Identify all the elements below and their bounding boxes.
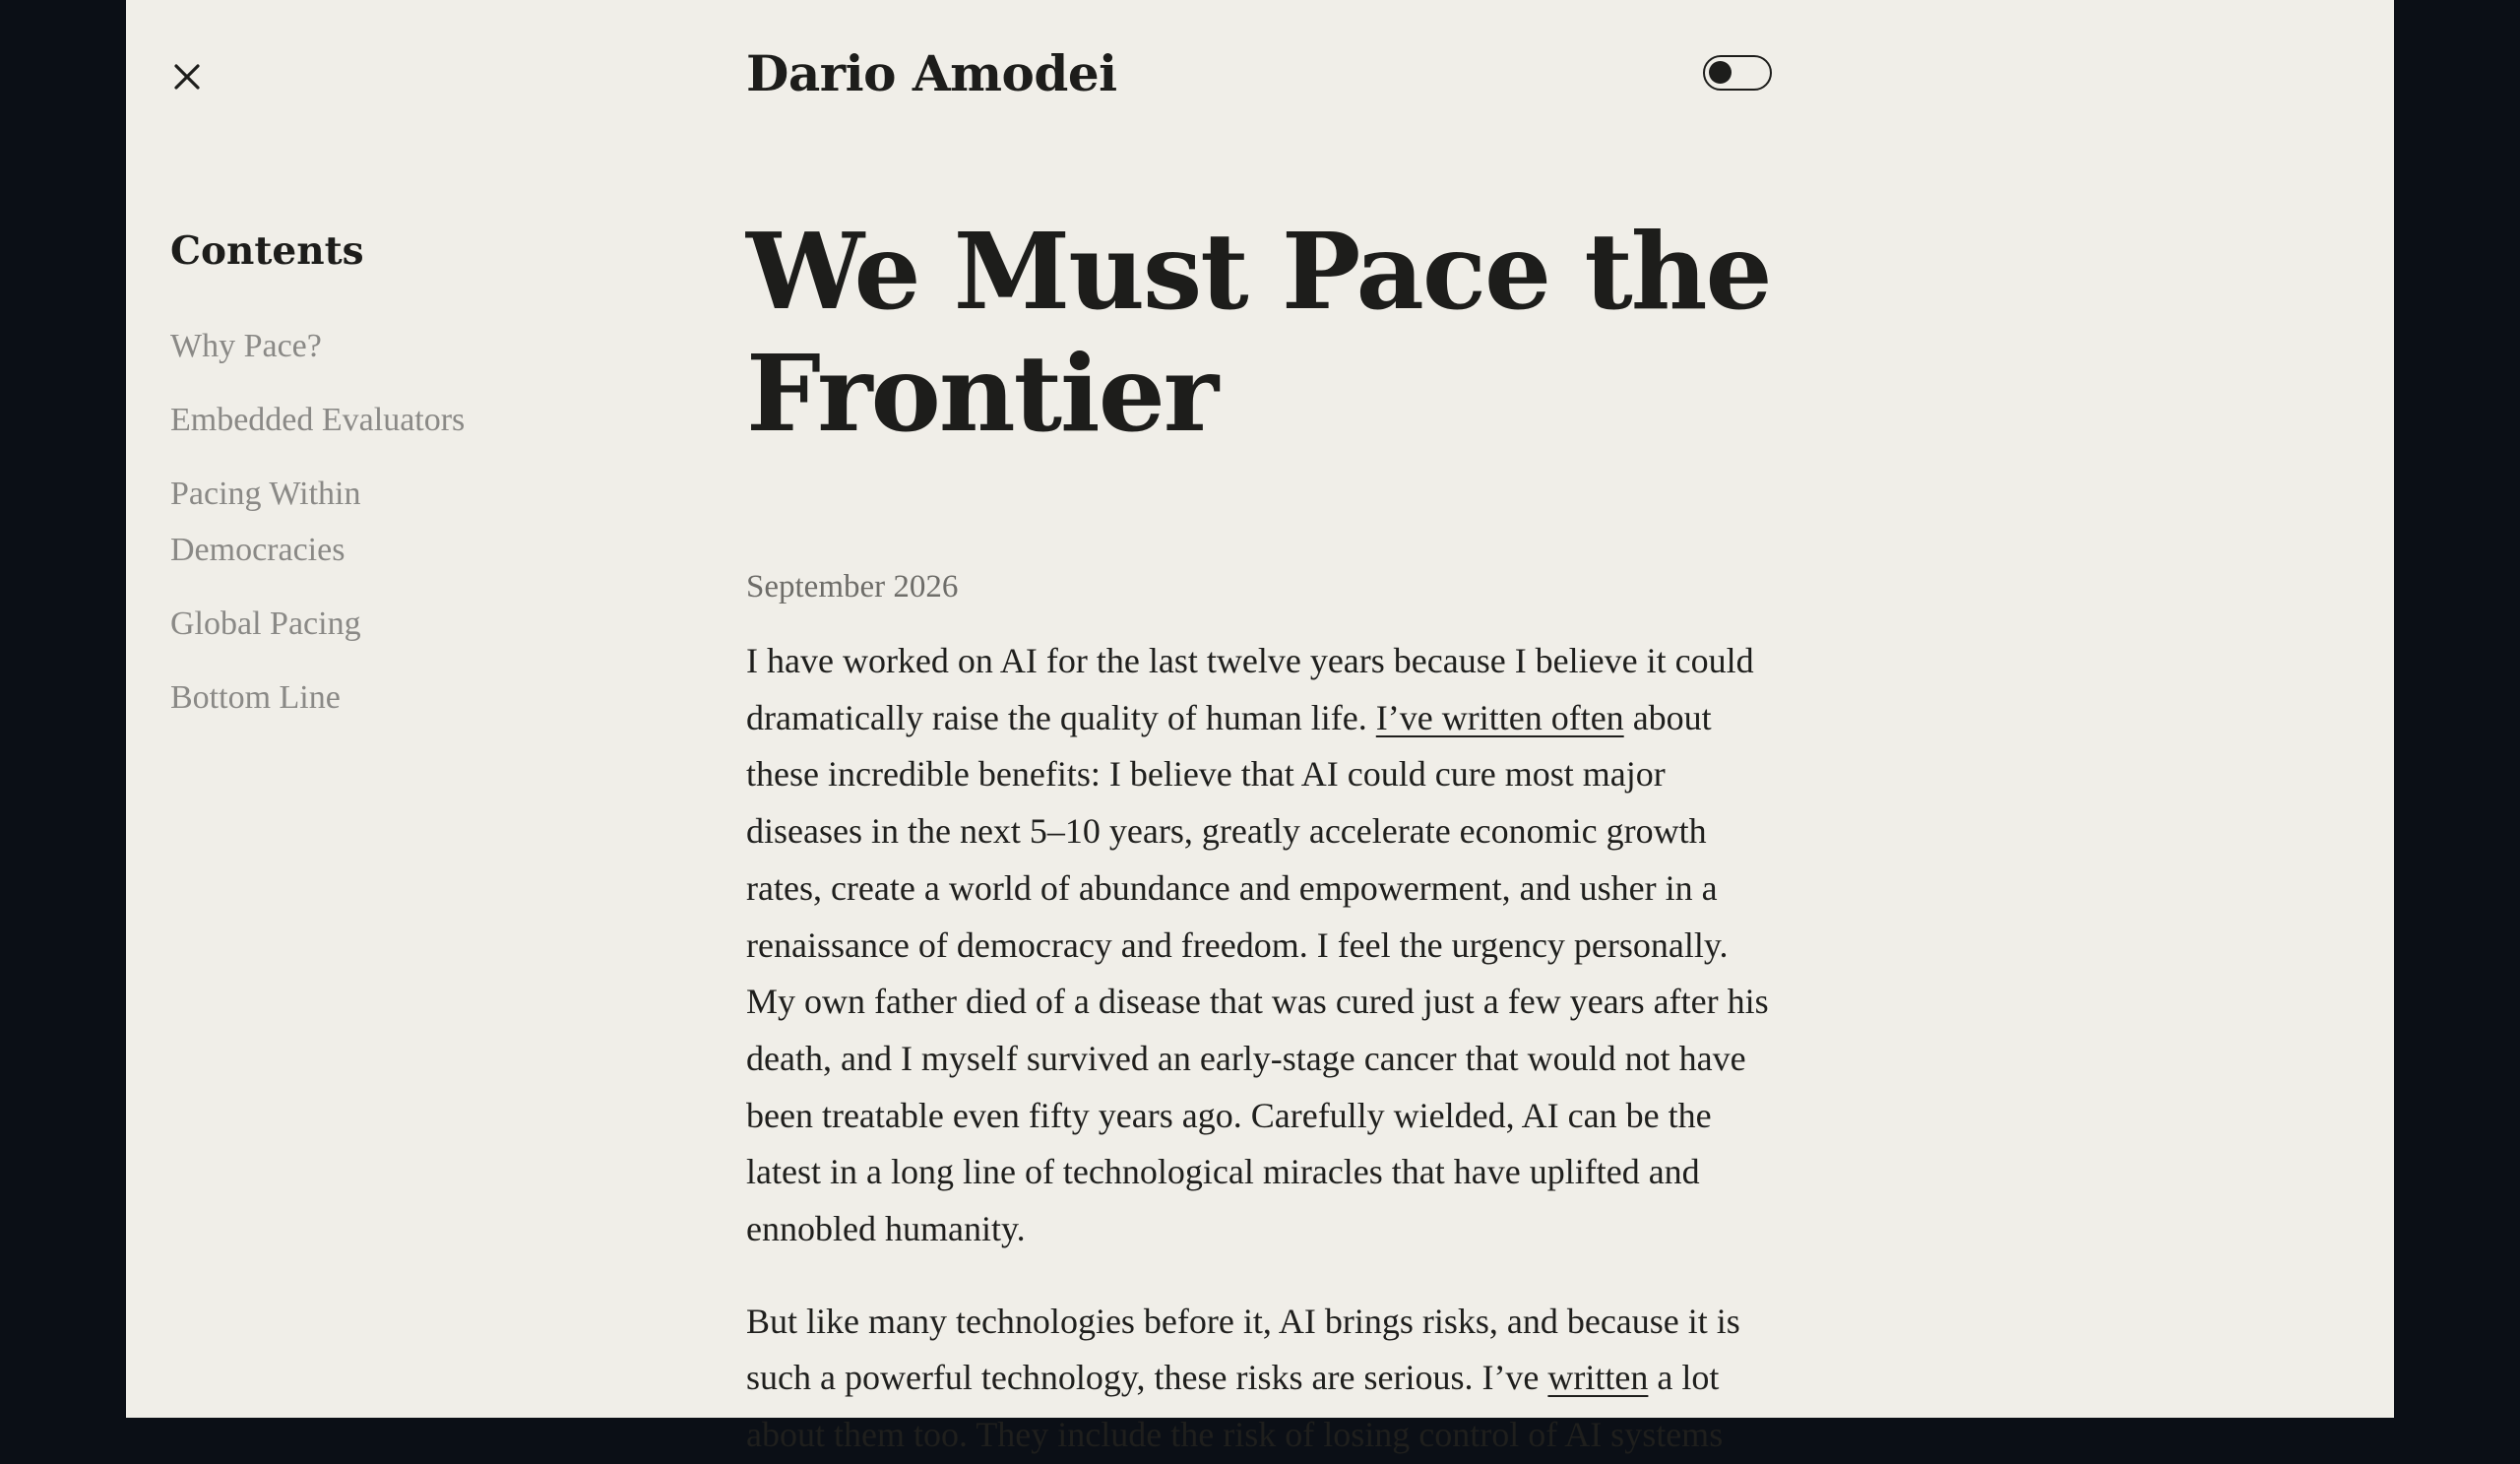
article-title: We Must Pace the Frontier (746, 211, 1771, 456)
article-body (746, 212, 1790, 1464)
paragraph-2 (746, 1294, 1775, 1464)
publish-date: September 2026 (746, 569, 959, 605)
toggle-switch-icon (1709, 61, 1732, 84)
site-title[interactable]: Dario Amodei (746, 44, 1117, 102)
toc-link-global-pacing[interactable]: Global Pacing (170, 605, 361, 642)
table-of-contents (170, 219, 643, 743)
paragraph-text: about these incredible benefits: I believe that AI could cure most major diseases in the next 5–10 years, greatly accelerate economic growth rates, create a world of abundance and empowerment, and usher in a renaissance of democracy and freedom. I feel the urgency personally. My own father died of a disease that was cured just a few years after his death, and I myself survived an early-stage cancer that would not have been treatable even fifty years ago. Carefully wielded, AI can be the latest in a long line of technological miracles that have uplifted and ennobled humanity. (746, 697, 1769, 1249)
list-item (170, 392, 643, 448)
toc-link-bottom-line[interactable]: Bottom Line (170, 679, 341, 716)
toc-list (170, 318, 643, 726)
list-item (170, 669, 643, 726)
toc-link-why-pace[interactable]: Why Pace? (170, 328, 322, 364)
toc-link-pacing-within-democracies[interactable]: Pacing Within Democracies (170, 476, 361, 568)
list-item (170, 318, 643, 374)
list-item (170, 466, 643, 578)
paragraph-text: I have worked on AI for the last twelve years because I believe it could dramatically raise the quality of human life. (746, 641, 1754, 737)
paragraph-text: a lot about them too. They include the risk of losing control of AI systems (746, 1358, 1724, 1455)
toc-link-embedded-evaluators[interactable]: Embedded Evaluators (170, 402, 466, 438)
theme-toggle[interactable] (1703, 55, 1772, 91)
toc-heading: Contents (170, 228, 364, 274)
close-icon (167, 57, 207, 96)
close-button[interactable] (167, 57, 207, 96)
written-often-link[interactable]: I’ve written often (1375, 697, 1624, 737)
paragraph-text: But like many technologies before it, AI brings risks, and because it is such a powerful technology, these risks are serious. I’ve (746, 1301, 1740, 1398)
article-page (126, 0, 2394, 1455)
list-item (170, 596, 643, 652)
written-link[interactable]: written (1547, 1358, 1649, 1398)
paragraph-1 (746, 633, 1775, 1258)
